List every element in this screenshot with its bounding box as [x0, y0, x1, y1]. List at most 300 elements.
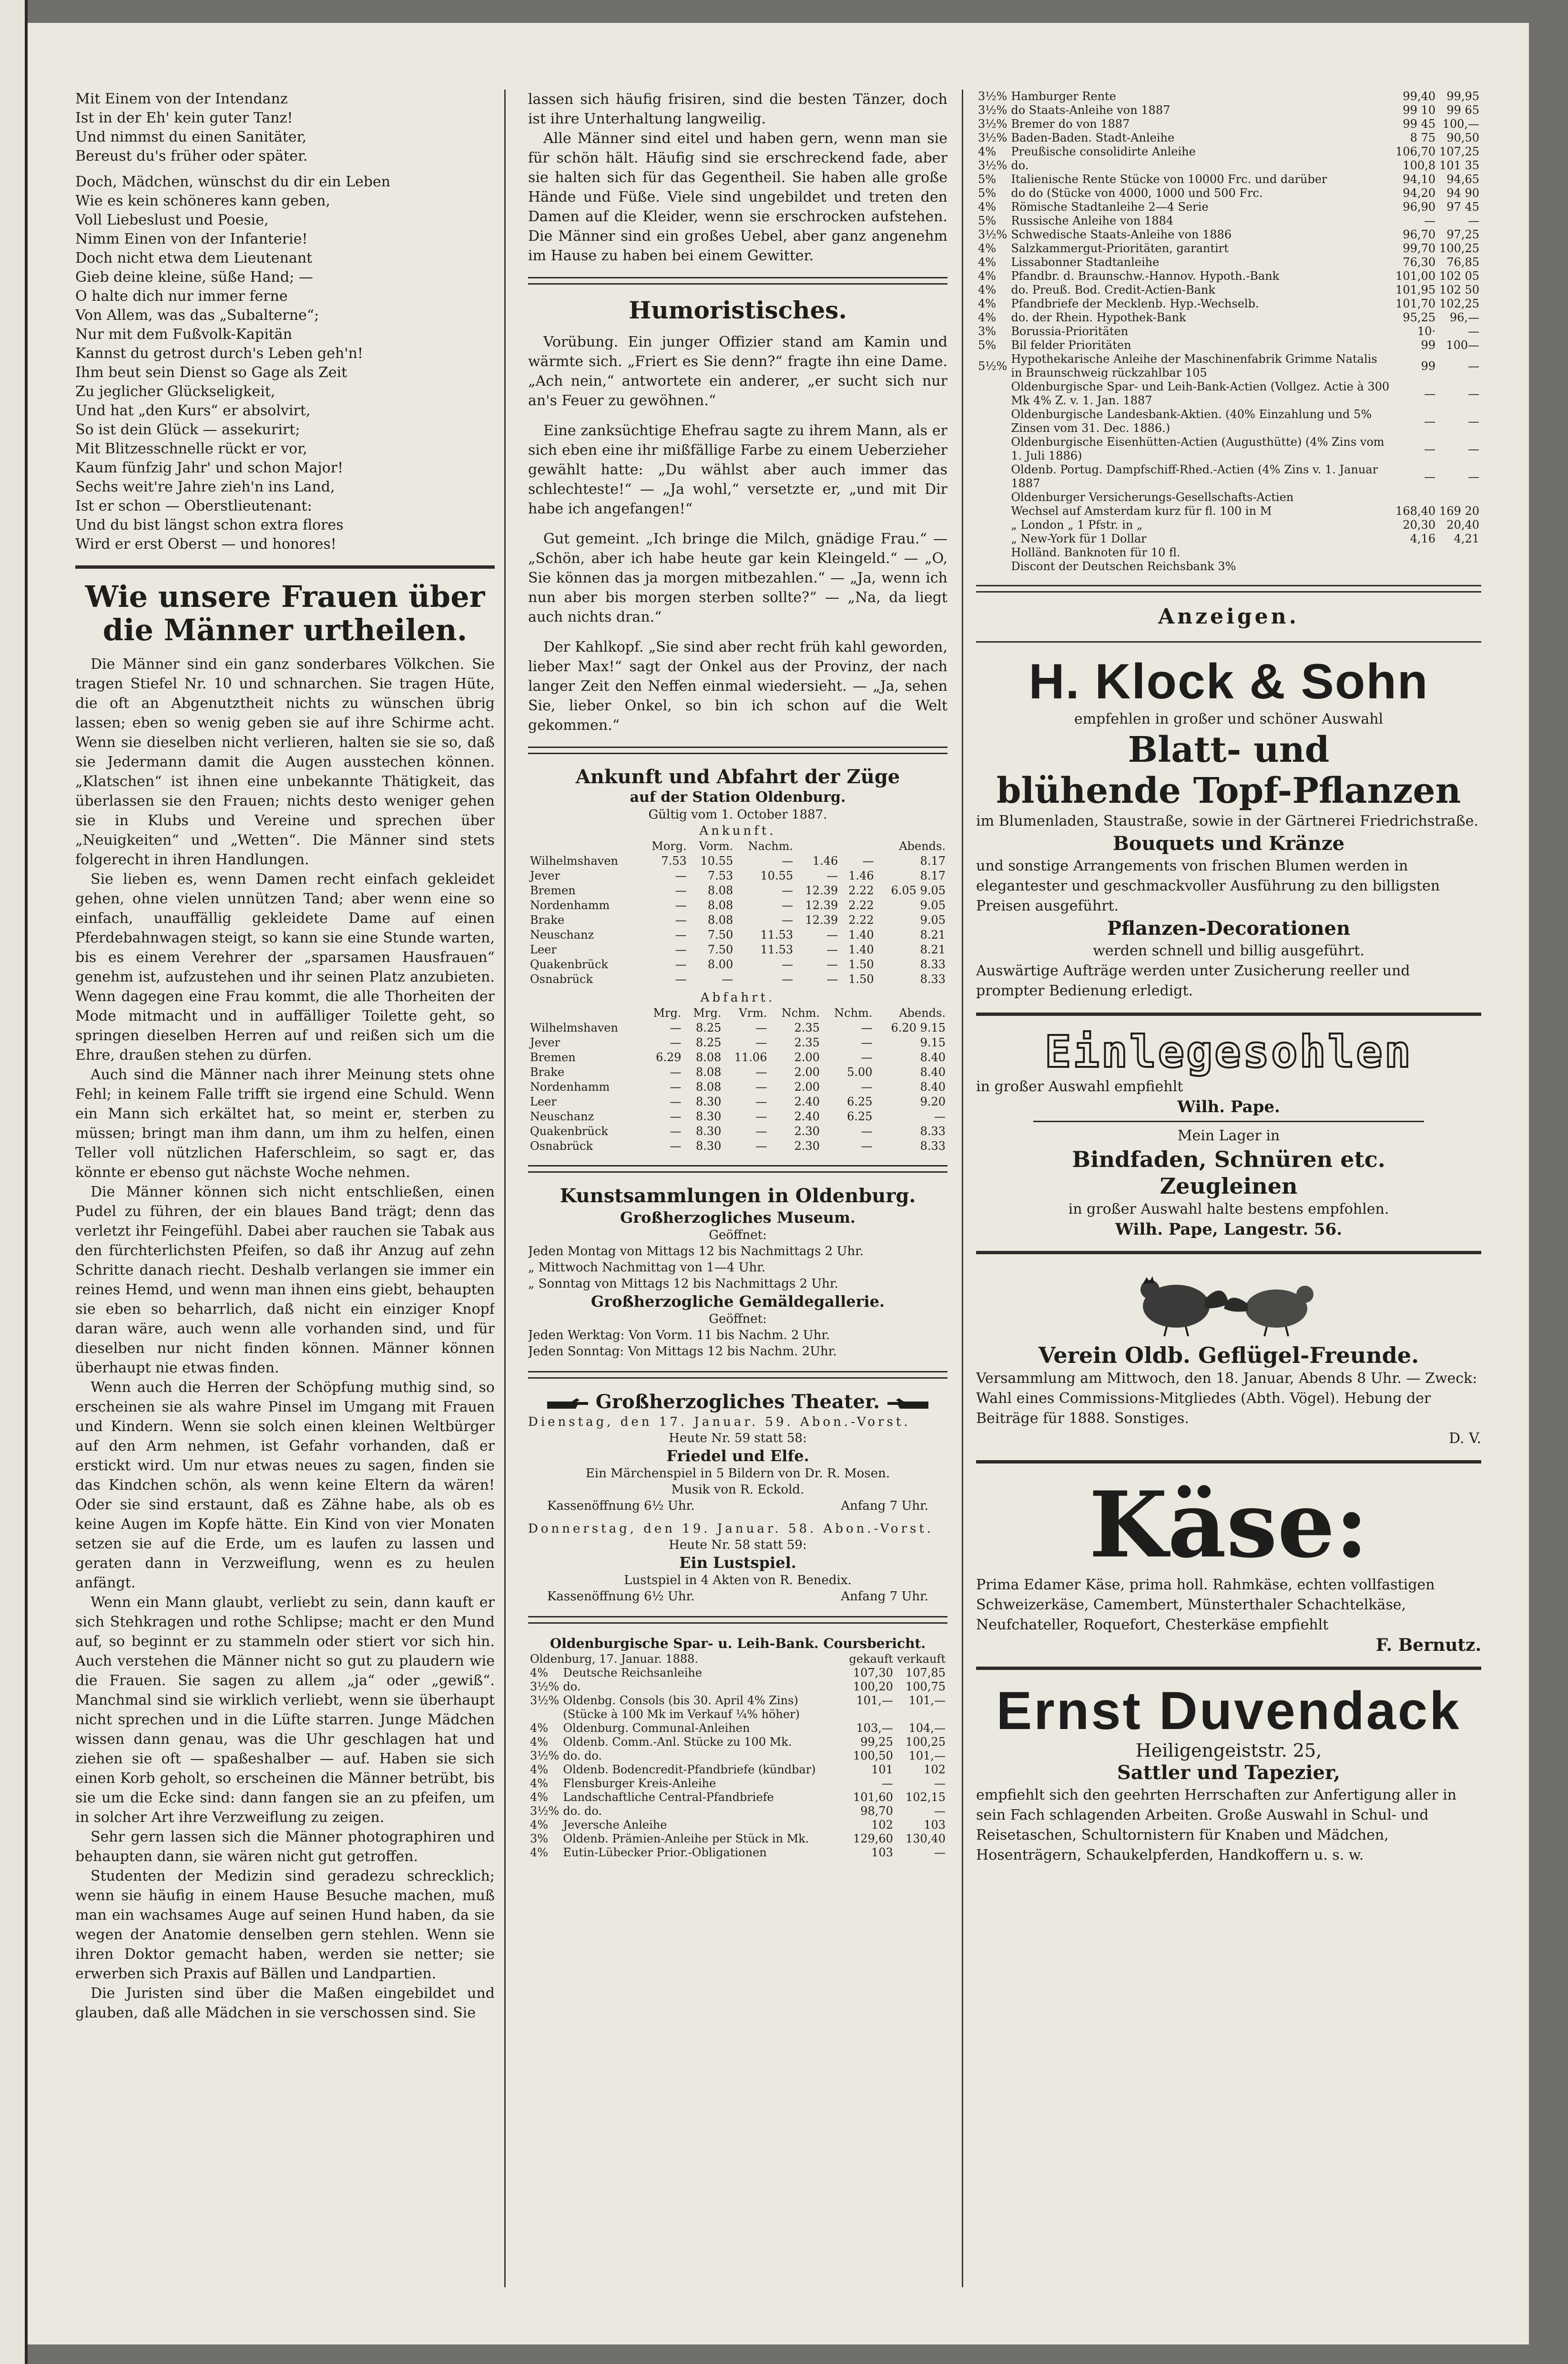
rate-cell: 4% [978, 297, 997, 310]
rate-cell: 4% [530, 1818, 549, 1832]
bid-cell: 8 75 [1410, 131, 1436, 144]
divider [976, 585, 1481, 593]
performance-desc: Ein Märchenspiel in 5 Bildern von Dr. R. Mosen. [585, 1466, 890, 1481]
station-cell: Quakenbrück [530, 1125, 608, 1138]
table-row [976, 131, 1481, 145]
table-row [528, 1804, 947, 1818]
time-cell: — [755, 1036, 767, 1049]
bid-cell: 99,25 [860, 1735, 893, 1749]
security-cell: Oldenb. Prämien-Anleihe per Stück in Mk. [563, 1832, 809, 1845]
table-row [528, 1777, 947, 1791]
ad-signature: Wilh. Pape. [1177, 1097, 1280, 1116]
station-cell: Jever [530, 1036, 560, 1049]
time-cell: — [861, 1125, 873, 1138]
bid-cell [1394, 491, 1437, 504]
security-cell: Bil felder Prioritäten [1011, 338, 1131, 352]
ad-headline: blühende Topf-Pflanzen [996, 770, 1461, 811]
ask-cell: 101 35 [1439, 159, 1479, 172]
bid-cell: 168,40 [1395, 504, 1436, 518]
time-cell: 8.25 [696, 1021, 722, 1034]
humor-section [528, 332, 947, 735]
ask-cell: 94,65 [1446, 173, 1479, 186]
time-cell: 8.21 [920, 928, 946, 942]
timetable-heading: Ankunft und Abfahrt der Züge [575, 766, 900, 788]
header-cell: Abends. [899, 839, 946, 853]
time-cell: 2.30 [794, 1125, 820, 1138]
arrival-table [528, 839, 947, 987]
time-cell: 9.20 [920, 1095, 946, 1108]
ask-cell: 100,— [1442, 117, 1479, 131]
rate-cell: 4% [530, 1846, 549, 1859]
rate-cell: 4% [978, 200, 997, 214]
ad-pape-title: Einlegesohlen [1044, 1026, 1413, 1077]
bid-cell: — [881, 1777, 893, 1790]
time-cell: 8.08 [707, 884, 733, 897]
time-cell: 7.50 [707, 943, 733, 956]
header-cell [528, 1006, 643, 1021]
table-row [976, 242, 1481, 256]
time-cell: — [782, 899, 794, 912]
time-cell: 8.33 [920, 972, 946, 986]
ask-cell: 103 [924, 1818, 946, 1832]
ad-duvendack [976, 1681, 1481, 1865]
bid-cell: — [1424, 387, 1436, 400]
time-cell: — [670, 1080, 682, 1094]
table-row [976, 159, 1481, 173]
time-cell: 6.05 9.05 [891, 884, 946, 897]
bid-cell: 76,30 [1403, 256, 1436, 269]
time-cell: 2.22 [848, 884, 874, 897]
table-row [528, 1791, 947, 1804]
gallery-open-label: Geöffnet: [709, 1312, 767, 1326]
time-cell: — [782, 972, 794, 986]
time-cell: 8.17 [920, 869, 946, 882]
time-cell: 8.30 [696, 1095, 722, 1108]
time-cell: 2.00 [794, 1080, 820, 1094]
station-cell: Neuschanz [530, 1110, 594, 1123]
bank-report [528, 1635, 947, 1860]
bid-cell [1394, 560, 1437, 573]
time-cell: — [861, 1036, 873, 1049]
poem-line: Gieb deine kleine, süße Hand; — [75, 269, 313, 286]
time-cell: 2.00 [794, 1065, 820, 1079]
time-cell: 6.25 [847, 1095, 873, 1108]
bid-cell: 96,90 [1403, 200, 1436, 214]
bid-cell: 107,30 [853, 1666, 893, 1679]
time-cell: — [722, 972, 733, 986]
ask-cell: 76,85 [1446, 256, 1479, 269]
security-cell: Wechsel auf Amsterdam kurz für fl. 100 in M [1011, 504, 1272, 518]
poem-line: Sechs weit're Jahre zieh'n ins Land, [75, 479, 335, 495]
rate-cell: 3½% [530, 1694, 560, 1707]
ask-cell [1437, 491, 1481, 504]
bid-cell: 96,70 [1403, 228, 1436, 241]
time-cell: — [670, 1139, 682, 1153]
security-cell: Oldenb. Portug. Dampfschiff-Rhed.-Actien (4% Zins v. 1. Januar 1887 [1011, 463, 1378, 490]
rate-cell: 4% [978, 242, 997, 255]
bid-cell: 102 [871, 1818, 893, 1832]
poem-line: Nimm Einen von der Infanterie! [75, 231, 308, 247]
performance-times [528, 1588, 947, 1605]
column-middle [528, 90, 947, 2287]
rate-cell [976, 532, 1009, 546]
rate-cell: 5% [978, 173, 997, 186]
art-heading: Kunstsammlungen in Oldenburg. [560, 1185, 916, 1207]
rate-cell [976, 435, 1009, 463]
paragraph: Wenn auch die Herren der Schöpfung muthig sind, so erscheinen sie als wahre Pinsel im Umgang mit Frauen und Kindern. Wenn sie solch einen kleinen Weltbürger auf den Arm nehmen, ist Gefahr vorhanden, daß er erstickt wird. Um nur etwas neues zu sagen, finden sie das Kindchen schön, als wenn keine Eltern da wären! Oder sie sind erstaunt, daß es Zähne habe, als ob es keine Augen im Kopfe hätte. Ein Kind von vier Monaten setzen sie auf die Erde, um es laufen zu lassen und geraten dann in Verzweiflung, wenn es zu heulen anfängt. [75, 1379, 495, 1591]
table-row [528, 928, 947, 942]
theater-program [528, 1390, 947, 1605]
security-cell: Oldenb. Bodencredit-Pfandbriefe (kündbar) [563, 1763, 816, 1776]
time-cell: — [675, 884, 687, 897]
time-cell: 5.00 [847, 1065, 873, 1079]
joke: Der Kahlkopf. „Sie sind aber recht früh kahl geworden, lieber Max!“ sagt der Onkel aus der Provinz, der nach langer Zeit den Neffen einmal wiedersieht. — „Ja, sehen Sie, lieber Onkel, so bin ich schon auf die Welt gekommen.“ [528, 639, 947, 734]
table-row [976, 325, 1481, 338]
paragraph: Die Männer sind ein ganz sonderbares Völkchen. Sie tragen Stiefel Nr. 10 und schnarchen. Sie tragen Hüte, die oft an Abgenutztheit nichts zu wünschen übrig lassen; eben so wenig geben sie auf ihre Schirme acht. Wenn sie dieselben nicht verlieren, halten sie sie so, daß sie Jedermann damit die Augen ausstechen können. „Klatschen“ ist ihnen eine unbekannte Thätigkeit, das überlassen sie den Frauen; nichts desto weniger gehen sie in Klubs und Vereine und sprechen über „Neuigkeiten“ und „Wetten“. Die Männer sind stets folgerecht in ihren Handlungen. [75, 656, 495, 868]
poem-line: Ist in der Eh' kein guter Tanz! [75, 110, 293, 126]
ad-subheadline: Bouquets und Kränze [1112, 832, 1345, 855]
bid-cell: 101,70 [1395, 297, 1436, 310]
column-right [976, 90, 1481, 2287]
table-row [976, 90, 1481, 103]
paragraph: Studenten der Medizin sind geradezu schrecklich; wenn sie häufig in einem Hause Besuche machen, muß man ein wachsames Auge auf seinen Hund haben, da sie wegen der Anatomie denselben gern stehlen. Wenn sie ihren Doktor gemacht haben, werden sie netter; sie erwerben sich Praxis auf Bällen und Landpartien. [75, 1868, 495, 1982]
ad-text: und sonstige Arrangements von frischen Blumen werden in elegantester und geschmackvoller Ausführung zu den billigsten Preisen ausgeführt. [976, 858, 1440, 914]
ask-cell: 104,— [908, 1721, 946, 1735]
ad-kaese-title: Käse: [1089, 1472, 1369, 1578]
time-cell: 2.40 [794, 1110, 820, 1123]
table-row [528, 1680, 947, 1694]
bid-cell [1394, 546, 1437, 560]
bank-heading: Oldenburgische Spar- u. Leih-Bank. Coursbericht. [550, 1636, 926, 1651]
ask-cell: 20,40 [1446, 518, 1479, 532]
time-cell: 10.55 [700, 854, 733, 868]
time-cell: 8.33 [920, 1139, 946, 1153]
rate-cell: 5% [978, 338, 997, 352]
table-row [528, 1021, 947, 1035]
time-cell: — [755, 1095, 767, 1108]
train-timetable [528, 766, 947, 1154]
table-row [528, 1124, 947, 1139]
rate-cell: 4% [978, 283, 997, 297]
museum-hours: „ Mittwoch Nachmittag von 1—4 Uhr. [528, 1260, 766, 1275]
scan-edge [0, 0, 28, 2364]
poem-line: Bereust du's früher oder später. [75, 148, 308, 164]
table-row [528, 1694, 947, 1708]
table-row [976, 463, 1481, 491]
header-cell [528, 839, 641, 854]
table-row [976, 518, 1481, 532]
ad-text: in großer Auswahl empfiehlt [976, 1078, 1183, 1095]
ask-cell: 90,50 [1446, 131, 1479, 144]
rate-cell: 4% [978, 256, 997, 269]
station-cell: Brake [530, 913, 565, 927]
bid-cell: 101,— [856, 1694, 893, 1707]
security-cell: Pfandbr. d. Braunschw.-Hannov. Hypoth.-Bank [1011, 269, 1280, 283]
rate-cell: 4% [978, 269, 997, 283]
header-cell: Nchm. [781, 1006, 820, 1020]
ask-cell: 169 20 [1439, 504, 1479, 518]
ad-subheadline: Sattler und Tapezier, [1117, 1761, 1341, 1784]
table-row [528, 1050, 947, 1065]
table-row [976, 352, 1481, 380]
box-office-time: Kassenöffnung 6½ Uhr. [547, 1499, 695, 1513]
performance-note: Heute Nr. 58 statt 59: [669, 1538, 807, 1552]
security-cell: Italienische Rente Stücke von 10000 Frc. und darüber [1011, 173, 1327, 186]
time-cell: — [670, 1110, 682, 1123]
table-row [528, 1832, 947, 1846]
performance-music: Musik von R. Eckold. [671, 1483, 804, 1497]
ask-cell: 97,25 [1446, 228, 1479, 241]
ask-cell: 102,25 [1439, 297, 1479, 310]
bid-cell: 4,16 [1410, 532, 1436, 545]
ask-cell: 100,75 [906, 1680, 946, 1693]
time-cell: 8.08 [696, 1051, 722, 1064]
rate-cell [976, 560, 1009, 573]
ad-duvendack-title: Ernst Duvendack [996, 1681, 1461, 1740]
time-cell: — [675, 943, 687, 956]
newspaper-page [28, 23, 1529, 2344]
rate-cell: 4% [978, 311, 997, 324]
ask-cell: 96,— [1449, 311, 1479, 324]
rate-cell [976, 491, 1009, 504]
divider [976, 1013, 1481, 1016]
time-cell: — [755, 1080, 767, 1094]
table-row [976, 269, 1481, 283]
security-cell: Holländ. Banknoten für 10 fl. [1011, 546, 1181, 559]
divider [528, 747, 947, 754]
pointing-hand-icon [546, 1397, 589, 1410]
poem-line: Doch nicht etwa dem Lieutenant [75, 250, 313, 266]
bid-cell: 106,70 [1395, 145, 1436, 158]
table-row [528, 1749, 947, 1763]
rate-cell: 3½% [978, 159, 1008, 172]
table-row [528, 1708, 947, 1721]
poem-line: Ihm beut sein Dienst so Gage als Zeit [75, 364, 347, 381]
time-cell: — [670, 1021, 682, 1034]
ask-cell: 102 [924, 1763, 946, 1776]
bid-cell: 94,20 [1403, 186, 1436, 200]
bid-cell: 101,60 [853, 1791, 893, 1804]
table-row [976, 380, 1481, 408]
time-cell: 10.55 [760, 869, 794, 882]
time-cell: — [861, 1051, 873, 1064]
ad-subheadline: Bindfaden, Schnüren etc. [1072, 1146, 1385, 1172]
ad-pape [976, 1027, 1481, 1239]
table-row [976, 532, 1481, 546]
time-cell: — [861, 1021, 873, 1034]
rate-cell: 3½% [530, 1749, 560, 1762]
arrival-label: Ankunft. [699, 824, 776, 838]
time-cell: 9.05 [920, 913, 946, 927]
header-cell: Abends. [899, 1006, 946, 1020]
security-cell: Salzkammergut-Prioritäten, garantirt [1011, 242, 1229, 255]
rate-cell: 5½% [978, 359, 1008, 373]
rate-cell [976, 546, 1009, 560]
start-time: Anfang 7 Uhr. [841, 1589, 928, 1604]
ask-cell: 101,— [908, 1749, 946, 1762]
bid-cell: 101 [871, 1763, 893, 1776]
ask-cell: — [1468, 470, 1479, 483]
time-cell: — [670, 1095, 682, 1108]
time-cell: — [782, 854, 794, 868]
time-cell: 8.08 [707, 913, 733, 927]
table-row [976, 173, 1481, 186]
article-heading: Wie unsere Frauen über die Männer urtheilen. [85, 579, 485, 647]
ad-subheadline: Pflanzen-Decorationen [1107, 917, 1351, 940]
ask-cell: — [934, 1777, 946, 1790]
performance-desc: Lustspiel in 4 Akten von R. Benedix. [624, 1573, 852, 1587]
theater-heading [528, 1390, 947, 1414]
time-cell: 8.30 [696, 1110, 722, 1123]
time-cell: 12.39 [805, 884, 838, 897]
security-cell: Borussia-Prioritäten [1011, 325, 1129, 338]
ad-text: empfiehlt sich den geehrten Herrschaften zur Anfertigung aller in sein Fach schlagenden Arbeiten. Große Auswahl in Schul- und Reisetaschen, Schultornistern für Knaben und Mädchen, Hosenträgern, Schaukelpferden, Handkoffern u. s. w. [976, 1787, 1457, 1863]
ad-kaese [976, 1472, 1481, 1655]
bid-cell: 10· [1417, 325, 1436, 338]
time-cell: — [861, 1080, 873, 1094]
art-collections [528, 1184, 947, 1360]
rate-cell: 4% [530, 1666, 549, 1679]
header-cell: gekauft [849, 1652, 893, 1666]
table-row [976, 145, 1481, 159]
security-cell: Lissabonner Stadtanleihe [1011, 256, 1160, 269]
time-cell: — [934, 1110, 946, 1123]
ad-text: Prima Edamer Käse, prima holl. Rahmkäse, echten vollfastigen Schweizerkäse, Camembert, Münsterthaler Schachtelkäse, Neufchateller, Roquefort, Chesterkäse empfiehlt [976, 1576, 1435, 1633]
poem-line: Wird er erst Oberst — und honores! [75, 536, 336, 553]
security-cell: Eutin-Lübecker Prior.-Obligationen [563, 1846, 767, 1859]
finance-table [976, 90, 1481, 573]
rate-cell: 3% [978, 325, 997, 338]
header-cell: Nachm. [748, 839, 794, 853]
station-cell: Osnabrück [530, 1139, 593, 1153]
poem-line: Kaum fünfzig Jahr' und schon Major! [75, 460, 344, 476]
ad-text: im Blumenladen, Staustraße, sowie in der Gärtnerei Friedrichstraße. [976, 813, 1478, 829]
performance-times [528, 1498, 947, 1514]
bid-cell: 100,20 [853, 1680, 893, 1693]
security-cell: Schwedische Staats-Anleihe von 1886 [1011, 228, 1232, 241]
date-cell: Oldenburg, 17. Januar. 1888. [530, 1652, 699, 1666]
table-row [976, 491, 1481, 504]
ad-text: werden schnell und billig ausgeführt. [1093, 942, 1364, 959]
table-row [528, 869, 947, 883]
divider [528, 277, 947, 285]
security-cell: Oldenb. Comm.-Anl. Stücke zu 100 Mk. [563, 1735, 792, 1749]
time-cell: — [755, 1125, 767, 1138]
security-cell: Preußische consolidirte Anleihe [1011, 145, 1196, 158]
table-row [528, 854, 947, 869]
rate-cell: 4% [530, 1721, 549, 1735]
divider [976, 641, 1481, 643]
ask-cell: 102,15 [906, 1791, 946, 1804]
rate-cell: 3½% [530, 1804, 560, 1818]
performance-date: Donnerstag, den 19. Januar. 58. Abon.-Vorst. [528, 1522, 934, 1536]
table-row [528, 972, 947, 987]
time-cell: 11.53 [760, 928, 794, 942]
time-cell: 11.53 [760, 943, 794, 956]
poem-line: Von Allem, was das „Subalterne“; [75, 307, 319, 324]
bid-cell: 99 [1421, 359, 1436, 373]
rate-cell [976, 380, 1009, 408]
time-cell: — [675, 869, 687, 882]
bank-table [528, 1652, 947, 1860]
rate-cell: 3½% [978, 103, 1008, 117]
header-cell: Morg. [652, 839, 687, 853]
security-cell: do. [563, 1680, 581, 1693]
table-row [976, 408, 1481, 435]
divider [976, 1251, 1481, 1254]
poultry-illustration [1105, 1266, 1353, 1337]
time-cell: 2.35 [794, 1021, 820, 1034]
performance-date: Dienstag, den 17. Januar. 59. Abon.-Vorst. [528, 1415, 911, 1429]
table-row [976, 311, 1481, 325]
ask-cell: 102 05 [1439, 269, 1479, 283]
theater-title: Großherzogliches Theater. [595, 1391, 880, 1413]
time-cell: 7.53 [707, 869, 733, 882]
start-time: Anfang 7 Uhr. [841, 1499, 928, 1513]
station-cell: Leer [530, 943, 557, 956]
ads-heading: Anzeigen. [1158, 604, 1299, 629]
table-row [528, 1109, 947, 1124]
time-cell: 8.33 [920, 1125, 946, 1138]
security-cell: „ London „ 1 Pfstr. in „ [1011, 518, 1143, 532]
time-cell: 8.21 [920, 943, 946, 956]
ask-cell: 107,25 [1439, 145, 1479, 158]
time-cell: — [755, 1065, 767, 1079]
poem-line: Mit Einem von der Intendanz [75, 91, 288, 107]
table-row [976, 283, 1481, 297]
time-cell: — [670, 1065, 682, 1079]
rate-cell: 3½% [530, 1680, 560, 1693]
rate-cell: 5% [978, 214, 997, 227]
station-cell: Neuschanz [530, 928, 594, 942]
time-cell: — [826, 943, 838, 956]
time-cell: — [862, 854, 874, 868]
divider [528, 1616, 947, 1624]
time-cell: 12.39 [805, 913, 838, 927]
table-row [976, 338, 1481, 352]
bid-cell: 95,25 [1403, 311, 1436, 324]
time-cell: — [782, 958, 794, 971]
security-cell: Hypothekarische Anleihe der Maschinenfabrik Grimme Natalis in Braunschweig rückzahlbar 105 [1011, 352, 1377, 379]
table-row [976, 103, 1481, 117]
gallery-hours: Jeden Sonntag: Von Mittags 12 bis Nachm. 2Uhr. [528, 1344, 837, 1359]
time-cell: — [782, 913, 794, 927]
ask-cell: 107,85 [906, 1666, 946, 1679]
security-cell: do. der Rhein. Hypothek-Bank [1011, 311, 1186, 324]
paragraph: Die Juristen sind über die Maßen eingebildet und glauben, daß alle Mädchen in sie verschossen sind. Sie [75, 1985, 495, 2021]
bid-cell: 101,95 [1395, 283, 1436, 297]
time-cell: — [826, 928, 838, 942]
station-cell: Leer [530, 1095, 557, 1108]
security-cell: do Staats-Anleihe von 1887 [1011, 103, 1171, 117]
time-cell: 8.40 [920, 1065, 946, 1079]
time-cell: 2.40 [794, 1095, 820, 1108]
poem-stanza [75, 173, 495, 554]
section-heading-humor: Humoristisches. [629, 296, 847, 324]
rate-cell: 5% [978, 186, 997, 200]
time-cell: — [861, 1139, 873, 1153]
ask-cell: 97 45 [1446, 200, 1479, 214]
security-cell: „ New-York für 1 Dollar [1011, 532, 1147, 545]
time-cell: — [675, 958, 687, 971]
ask-cell: 130,40 [906, 1832, 946, 1845]
ask-cell: — [1468, 325, 1479, 338]
ad-text: Auswärtige Aufträge werden unter Zusicherung reeller und prompter Bedienung erledigt. [976, 962, 1410, 999]
poem-stanza [75, 90, 495, 166]
bid-cell: 99 [1421, 338, 1436, 352]
performance-title: Friedel und Elfe. [666, 1447, 809, 1465]
rate-cell: 3½% [978, 228, 1008, 241]
